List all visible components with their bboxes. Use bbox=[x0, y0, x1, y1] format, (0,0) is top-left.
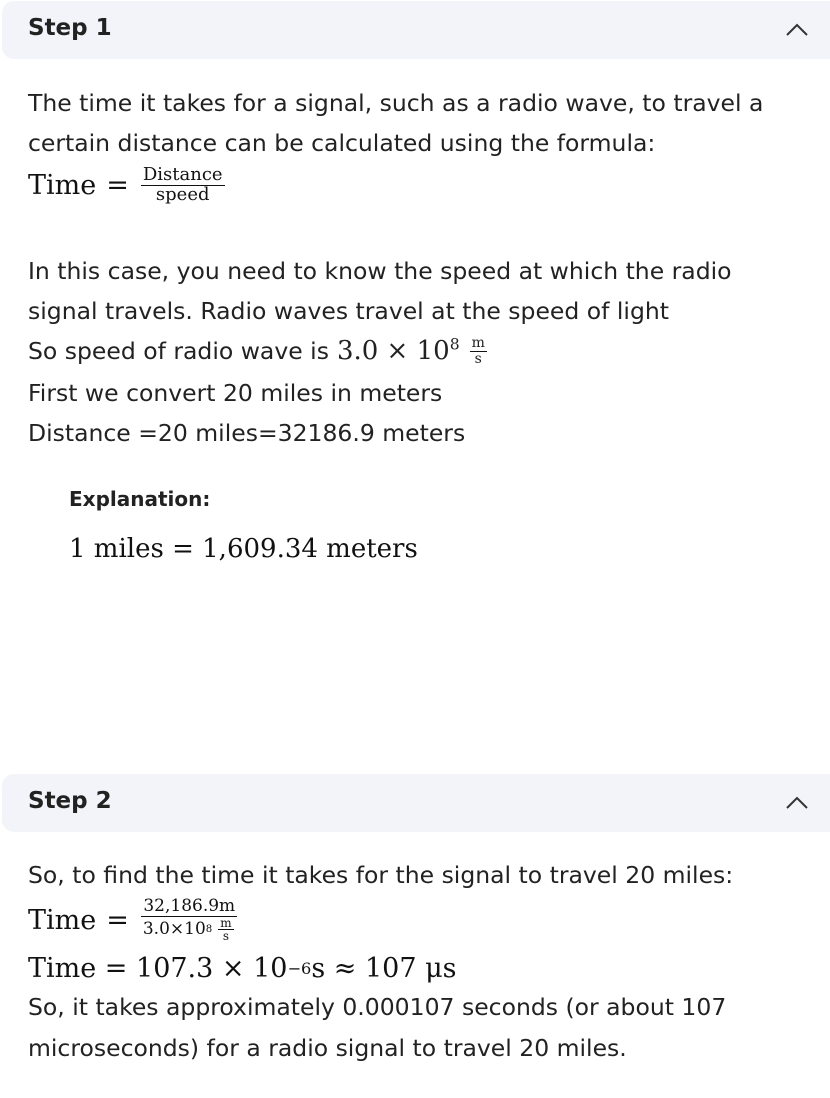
step1-header[interactable] bbox=[2, 1, 830, 59]
time-formula bbox=[28, 166, 227, 205]
step1-paragraph-line: The time it takes for a signal, such as a radio wave, to travel a bbox=[28, 89, 764, 117]
speed-text: So speed of radio wave is bbox=[28, 337, 329, 366]
explanation-math: 1 miles = 1,609.34 meters bbox=[69, 534, 418, 564]
speed-unit: $\frac{m}{s}$ bbox=[471, 335, 485, 367]
chevron-up-icon[interactable] bbox=[784, 17, 810, 43]
equation-equals: = bbox=[106, 905, 129, 937]
equation-denominator: 3.0×10 8 $\frac{m}{s}$ bbox=[142, 915, 232, 944]
distance-line: Distance =20 miles=32186.9 meters bbox=[28, 419, 466, 447]
time-result: Time = 107.3 × 10 −6 s ≈ 107 μs bbox=[28, 953, 457, 984]
formula-lhs: Time bbox=[28, 169, 97, 201]
conclusion-line: microseconds) for a radio signal to travel 20 miles. bbox=[28, 1034, 627, 1062]
step1-paragraph-line: In this case, you need to know the speed at which the radio bbox=[28, 257, 732, 285]
convert-line: First we convert 20 miles in meters bbox=[28, 379, 443, 407]
step2-header[interactable] bbox=[2, 774, 830, 832]
speed-line bbox=[28, 336, 489, 366]
step1-paragraph-line: certain distance can be calculated using the formula: bbox=[28, 129, 656, 157]
conclusion-line: So, it takes approximately 0.000107 seconds (or about 107 bbox=[28, 993, 727, 1021]
formula-equals: = bbox=[106, 169, 129, 201]
step1-title: Step 1 bbox=[28, 15, 112, 41]
explanation-label: Explanation: bbox=[69, 487, 211, 511]
formula-numerator: Distance bbox=[142, 164, 223, 185]
equation-numerator: 32,186.9m bbox=[143, 896, 236, 916]
step2-intro: So, to find the time it takes for the signal to travel 20 miles: bbox=[28, 861, 734, 889]
equation-lhs: Time bbox=[28, 905, 97, 937]
formula-denominator: speed bbox=[155, 183, 210, 205]
formula-fraction bbox=[141, 166, 225, 205]
step1-paragraph-line: signal travels. Radio waves travel at the speed of light bbox=[28, 297, 669, 325]
speed-value: $3.0 \times 10^8$ bbox=[336, 335, 460, 367]
step2-title: Step 2 bbox=[28, 788, 112, 814]
chevron-up-icon[interactable] bbox=[784, 790, 810, 816]
equation-fraction bbox=[141, 898, 238, 943]
time-equation bbox=[28, 898, 240, 943]
